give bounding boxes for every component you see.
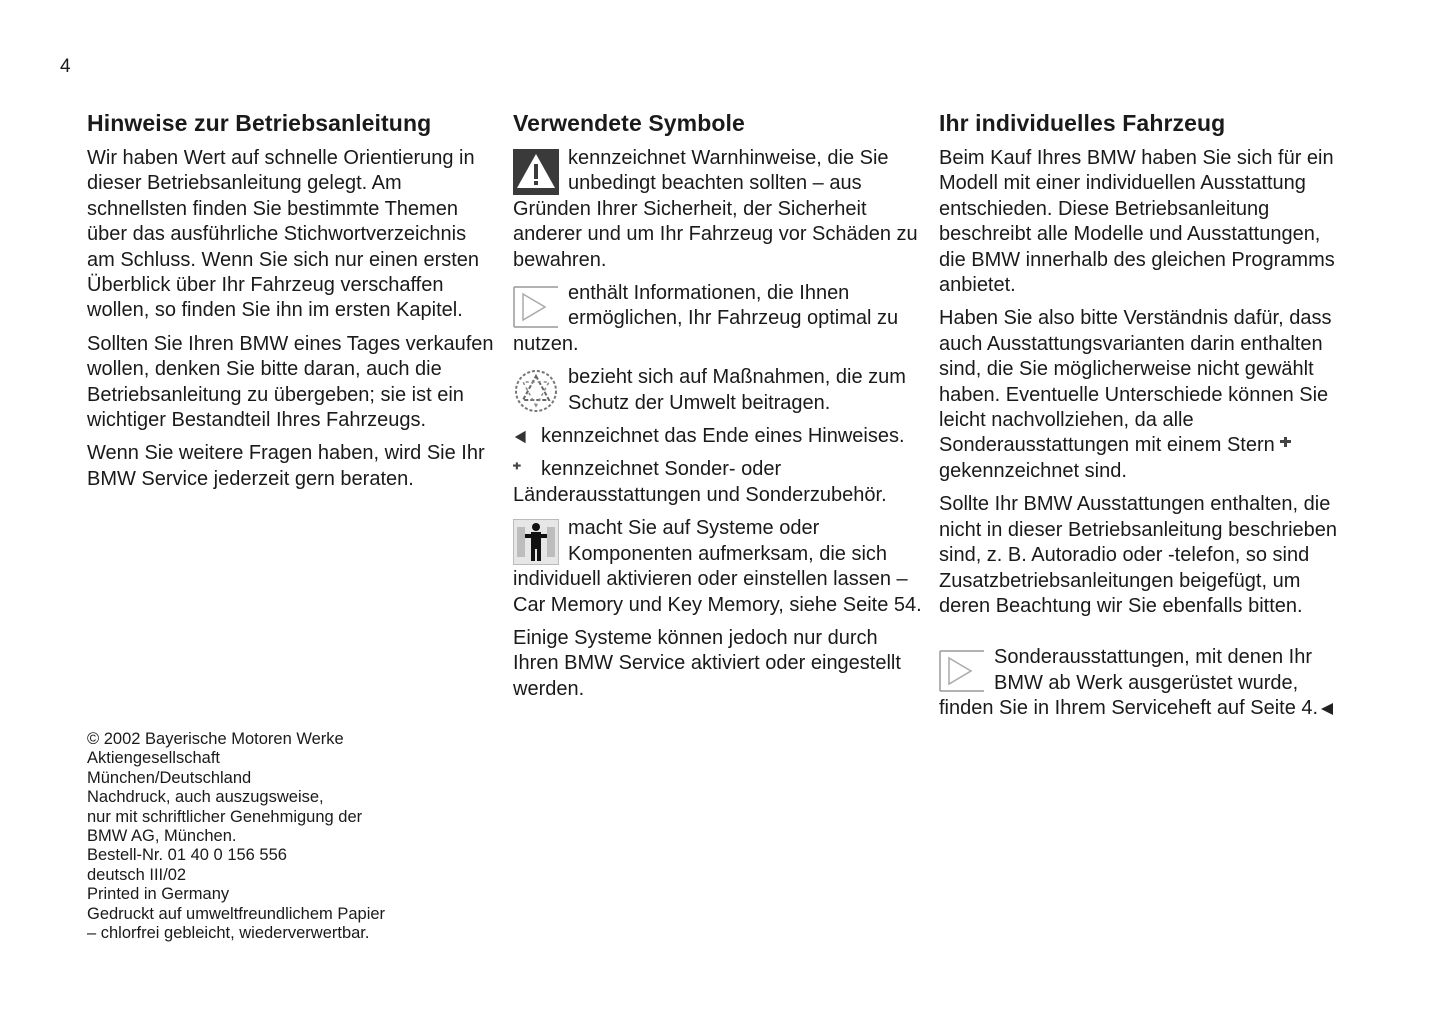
section-title-manual-notes: Hinweise zur Betriebsanleitung (87, 110, 432, 136)
copyright-line: deutsch III/02 (87, 865, 187, 884)
copyright-line: Bestell-Nr. 01 40 0 156 556 (87, 846, 287, 865)
symbol-entry-personalization: macht Sie auf Systeme oder Komponenten aufmerksam, die sich individuell aktivieren oder einstellen lassen – Car Memory und Key Memory, siehe Seite 54. (513, 517, 922, 616)
copyright-line: Aktiengesellschaft (87, 749, 220, 768)
recycling-icon (513, 368, 559, 414)
symbol-entry-info: enthält Informationen, die Ihnen ermöglichen, Ihr Fahrzeug optimal zu nutzen. (513, 282, 899, 355)
paragraph: Wir haben Wert auf schnelle Orientierung in dieser Betriebsanleitung gelegt. Am schnellsten finden Sie bestimmte Themen über das ausführliche Stichwortverzeichnis am Schluss. Wenn Sie sich nur einen ersten Überblick über Ihr Fahrzeug verschaffen wollen, so finden Sie ihn im ersten Kapitel. (87, 147, 480, 322)
info-arrow-icon (939, 648, 985, 694)
page-number: 4 (60, 56, 71, 77)
warning-triangle-icon (513, 149, 559, 195)
paragraph: Haben Sie also bitte Verständnis dafür, dass auch Ausstattungsvarianten darin enthalten sind, die Sie möglicherweise nicht gewählt haben. Eventuelle Unterschiede können Sie leicht nachvollziehen, da alle Sonderausstattungen mit einem Stern gekennzeichnet sind. (939, 307, 1332, 482)
symbol-entry-asterisk: kennzeichnet Sonder- oder Länderausstattungen und Sonderzubehör. (513, 458, 887, 506)
copyright-line: München/Deutschland (87, 768, 252, 787)
end-marker-icon (1320, 702, 1334, 716)
copyright-line: – chlorfrei gebleicht, wiederverwertbar. (87, 924, 370, 943)
column-individual-vehicle (939, 108, 1349, 730)
paragraph: Sollten Sie Ihren BMW eines Tages verkaufen wollen, denken Sie bitte daran, auch die Betriebsanleitung zu übergeben; sie ist ein wichtiger Bestandteil Ihres Fahrzeugs. (87, 332, 494, 432)
service-booklet-note: Sonderausstattungen, mit denen Ihr BMW ab Werk ausgerüstet wurde, finden Sie in Ihrem Serviceheft auf Seite 4. (939, 645, 1349, 721)
end-marker-icon (513, 428, 531, 446)
asterisk-icon (513, 461, 527, 475)
column-manual-notes (87, 108, 497, 500)
paragraph: Sollte Ihr BMW Ausstattungen enthalten, die nicht in dieser Betriebsanleitung beschrieben sind, z. B. Autoradio oder -telefon, so sind Zusatzbetriebsanleitungen beigefügt, um deren Beachtung wir Sie ebenfalls bitten. (939, 493, 1338, 617)
asterisk-icon (1280, 437, 1292, 449)
copyright-line: Printed in Germany (87, 885, 230, 904)
section-title-symbols: Verwendete Symbole (513, 110, 745, 136)
copyright-line: © 2002 Bayerische Motoren Werke (87, 730, 344, 748)
symbol-entry-environment: bezieht sich auf Maßnahmen, die zum Schutz der Umwelt beitragen. (513, 365, 923, 416)
closing-paragraph: Einige Systeme können jedoch nur durch Ihren BMW Service aktiviert oder eingestellt werden. (513, 626, 901, 700)
paragraph: Beim Kauf Ihres BMW haben Sie sich für ein Modell mit einer individuellen Ausstattung entschieden. Diese Betriebsanleitung beschreibt alle Modelle und Ausstattungen, die BMW innerhalb des gleichen Programms anbietet. (939, 147, 1335, 297)
symbol-entry-warning: kennzeichnet Warnhinweise, die Sie unbedingt beachten sollten – aus Gründen Ihrer Sicherheit, der Sicherheit anderer und um Ihr Fahrzeug vor Schäden zu bewahren. (513, 147, 918, 271)
copyright-block (87, 730, 385, 943)
copyright-line: Nachdruck, auch auszugsweise, (87, 788, 324, 807)
copyright-line: nur mit schriftlicher Genehmigung der (87, 807, 363, 826)
info-arrow-icon (513, 284, 559, 330)
column-symbols (513, 108, 923, 710)
section-title-individual-vehicle: Ihr individuelles Fahrzeug (939, 110, 1226, 136)
copyright-line: Gedruckt auf umweltfreundlichem Papier (87, 904, 386, 923)
symbol-entry-end: kennzeichnet das Ende eines Hinweises. (513, 424, 923, 449)
copyright-line: BMW AG, München. (87, 827, 237, 846)
paragraph: Wenn Sie weitere Fragen haben, wird Sie Ihr BMW Service jederzeit gern beraten. (87, 442, 485, 490)
personalization-icon (513, 519, 559, 565)
